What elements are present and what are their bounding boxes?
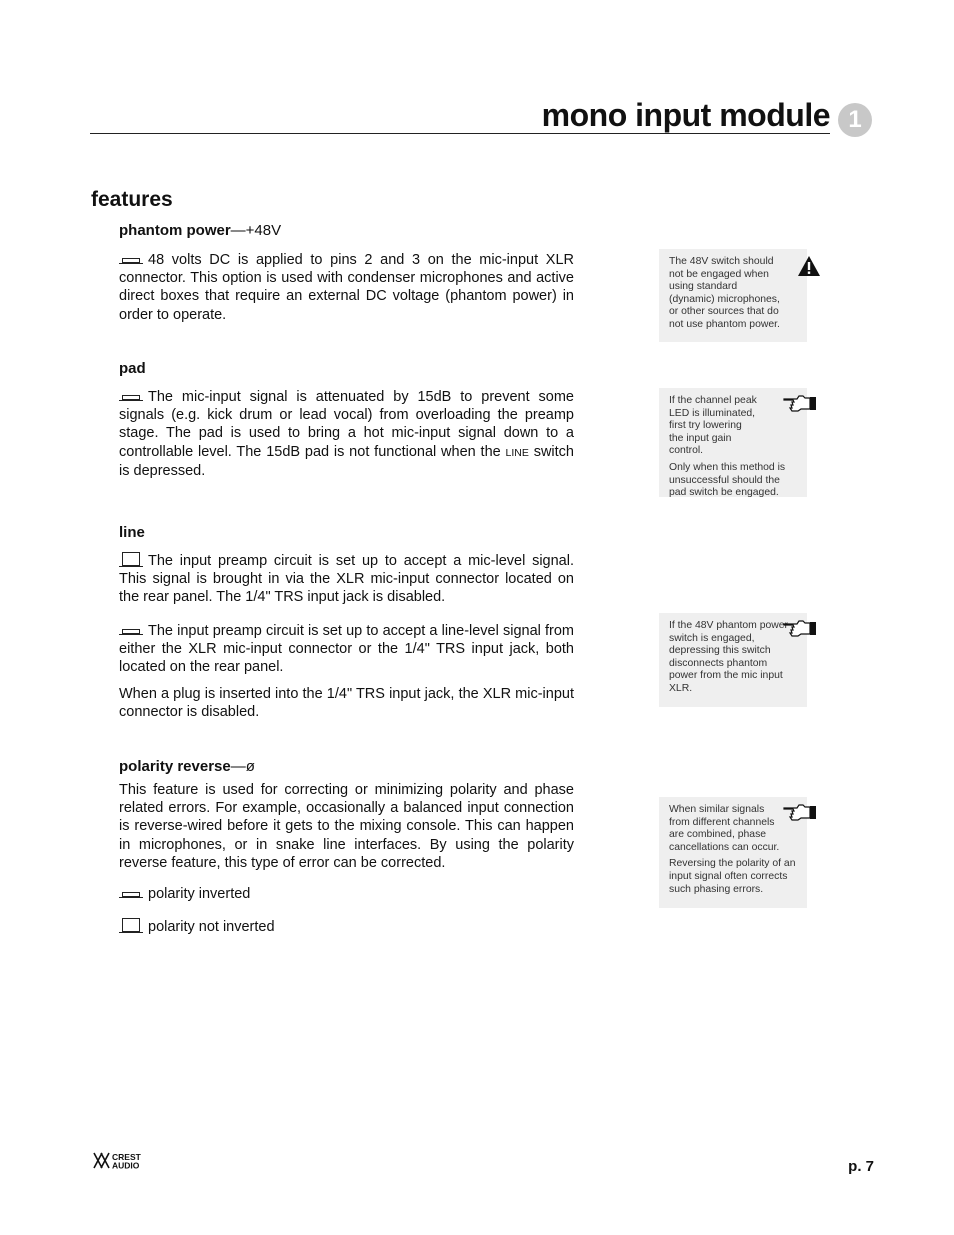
pointing-hand-icon xyxy=(783,803,817,821)
crest-audio-logo-mark xyxy=(93,1151,159,1171)
phantom-power-heading-text: phantom power xyxy=(119,222,231,239)
line-up-paragraph xyxy=(119,552,574,607)
polarity-heading-suffix: —ø xyxy=(230,758,255,775)
phantom-power-paragraph xyxy=(119,251,574,324)
pad-heading: pad xyxy=(119,360,146,377)
polarity-inverted-label: polarity inverted xyxy=(148,886,251,902)
phantom-warning-note xyxy=(659,249,807,342)
switch-depressed-icon xyxy=(119,390,143,402)
switch-depressed-icon xyxy=(119,624,143,636)
crest-audio-logo xyxy=(93,1151,159,1176)
logo-line1: CREST xyxy=(112,1152,141,1162)
phantom-power-heading xyxy=(119,222,281,239)
pad-text-after: switch is depressed. xyxy=(119,443,574,479)
phase-tip-text-2: Reversing the polarity of an input signal often corrects such phasing errors. xyxy=(669,858,796,895)
polarity-not-inverted-item xyxy=(119,918,574,936)
page-number: p. 7 xyxy=(848,1158,874,1175)
pointing-hand-icon xyxy=(783,619,817,637)
phantom-power-text: 48 volts DC is applied to pins 2 and 3 on the mic-input XLR connector. This option is used with condenser microphones and active direct boxes that require an external DC voltage (phantom power) in order to operate. xyxy=(119,252,574,323)
pointing-hand-icon xyxy=(783,394,817,412)
switch-released-icon xyxy=(119,554,143,566)
line-plug-paragraph: When a plug is inserted into the 1/4" TRS input jack, the XLR mic-input connector is disabled. xyxy=(119,686,574,721)
switch-released-icon xyxy=(119,920,143,932)
phase-tip-text-1: When similar signals from different channels are combined, phase cancellations can occur. xyxy=(669,804,780,853)
polarity-inverted-item xyxy=(119,885,574,903)
line-down-text: The input preamp circuit is set up to accept a line-level signal from either the XLR mic-input connector or the 1/4" TRS input jack, both located on the rear panel. xyxy=(119,623,574,676)
phantom-power-heading-suffix: —+48V xyxy=(230,222,282,239)
line-heading: line xyxy=(119,524,145,541)
section-title: features xyxy=(91,188,173,211)
line-down-paragraph xyxy=(119,622,574,677)
pad-tip-text-2: Only when this method is unsuccessful should the pad switch be engaged. xyxy=(669,461,786,499)
phantom-tip-text: If the 48V phantom power switch is engaged, depressing this switch disconnects phantom power from the mic input XLR. xyxy=(669,620,788,694)
phantom-tip-note xyxy=(659,613,807,707)
chapter-number-badge: 1 xyxy=(838,103,872,137)
polarity-heading-text: polarity reverse xyxy=(119,758,231,775)
line-up-text: The input preamp circuit is set up to accept a mic-level signal. This signal is brought in via the XLR mic-input connector located on the rear panel. The 1/4" TRS input jack is disabled. xyxy=(119,553,574,606)
header-rule xyxy=(90,133,830,134)
phase-tip-note xyxy=(659,797,807,908)
pad-paragraph xyxy=(119,388,574,480)
switch-depressed-icon xyxy=(119,253,143,265)
switch-depressed-icon xyxy=(119,887,143,899)
logo-line2: AUDIO xyxy=(112,1160,140,1171)
pad-tip-note xyxy=(659,388,807,497)
page-title: mono input module xyxy=(541,97,830,133)
polarity-paragraph: This feature is used for correcting or minimizing polarity and phase related errors. For example, occasionally a balanced input connection is reverse-wired before it gets to the mixing console. This can happen in microphones, or in snake line interfaces. By using the polarity reverse feature, this type of error can be corrected. xyxy=(119,782,574,871)
pad-line-word: LINE xyxy=(505,446,529,459)
polarity-not-inverted-label: polarity not inverted xyxy=(148,919,275,935)
phantom-warning-text: The 48V switch should not be engaged when using standard (dynamic) microphones, or other sources that do not use phantom power. xyxy=(669,256,780,330)
pad-text-before: The mic-input signal is attenuated by 15dB to prevent some signals (e.g. kick drum or lead vocal) from overloading the preamp stage. The pad is used to bring a hot mic-input signal down to a controllable level. The 15dB pad is not functional when the xyxy=(119,389,574,460)
pad-tip-text-1: If the channel peak LED is illuminated, first try lowering the input gain control. xyxy=(669,395,757,457)
warning-triangle-icon xyxy=(797,255,821,277)
polarity-heading xyxy=(119,758,255,775)
